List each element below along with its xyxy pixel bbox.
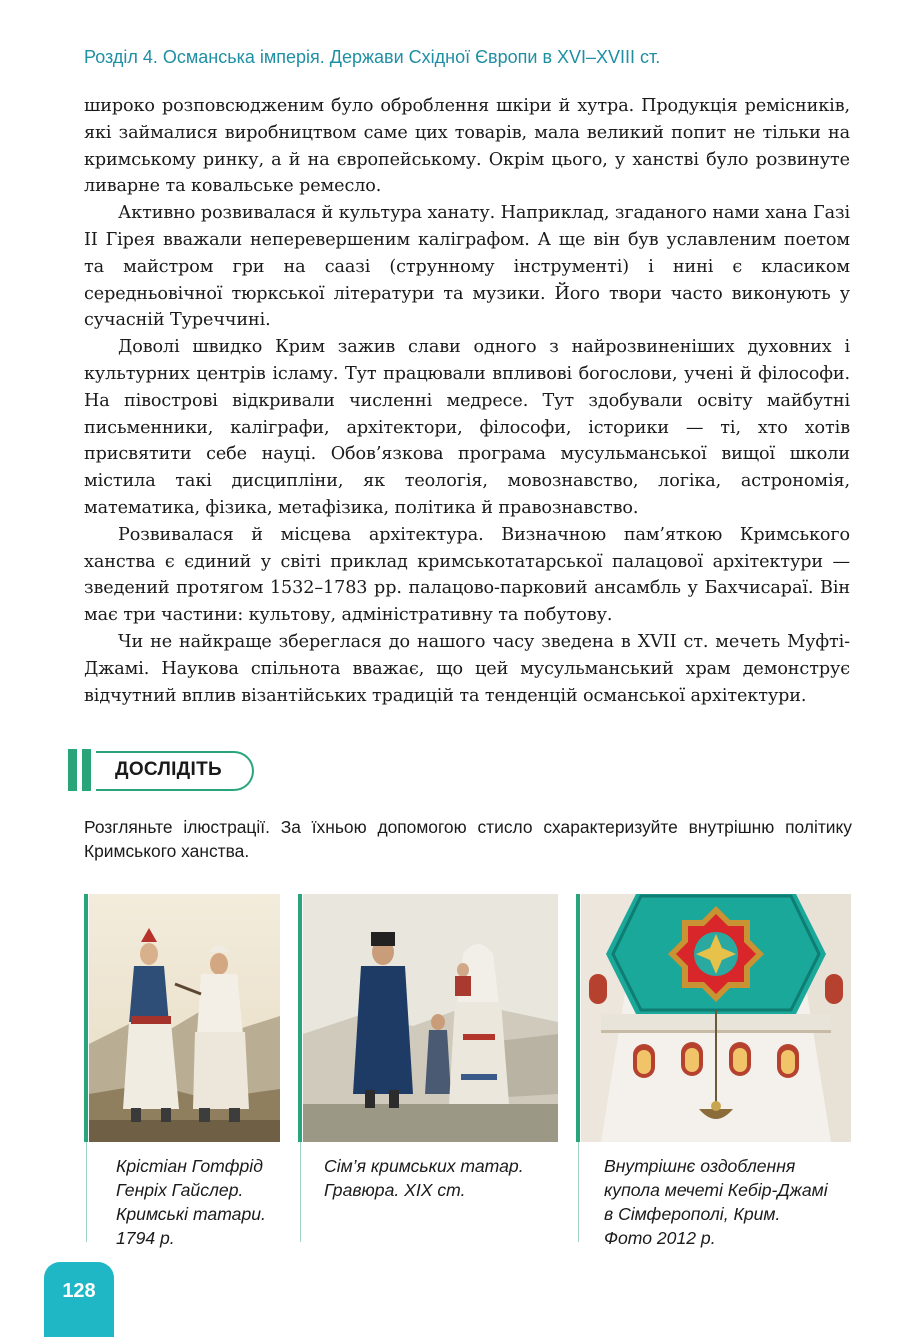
paragraph: Доволі швидко Крим зажив слави одного з найрозвиненіших духовних і культурних центрів ісламу. Тут працювали впливові богослови, учені й філософи. На півострові відкривали численні медресе. Тут здобували освіту майбутні письменники, каліграфи, архітектори, філософи, історики — ті, хто хотів присвятити себе науці. Обов’язкова програма мусульманської вищої школи містила такі дисципліни, як теологія, мовознавство, логіка, астрономія, математика, фізика, метафізика, політика й правознавство. xyxy=(84,337,850,518)
research-heading xyxy=(68,749,258,791)
dome-photo xyxy=(581,894,851,1142)
figure-divider xyxy=(86,1142,87,1242)
heading-bar xyxy=(82,749,91,791)
figure-caption xyxy=(324,1154,524,1202)
figure-accent-bar xyxy=(298,894,302,1142)
painting-image xyxy=(89,894,280,1142)
running-header: Розділ 4. Османська імперія. Держави Східної Європи в XVI–XVIII ст. xyxy=(84,47,661,67)
engraving-image xyxy=(303,894,558,1142)
figure-caption xyxy=(604,1154,828,1250)
caption-line: Гравюра. XIX ст. xyxy=(324,1180,466,1200)
figure-accent-bar xyxy=(84,894,88,1142)
caption-line: купола мечеті Кебір-Джамі xyxy=(604,1180,828,1200)
heading-bar xyxy=(68,749,77,791)
caption-line: Внутрішнє оздоблення xyxy=(604,1156,796,1176)
caption-line: Генріх Гайслер. xyxy=(116,1180,244,1200)
caption-line: Крістіан Готфрід xyxy=(116,1156,263,1176)
caption-line: Фото 2012 р. xyxy=(604,1228,716,1248)
caption-line: 1794 р. xyxy=(116,1228,175,1248)
caption-line: Кримські татари. xyxy=(116,1204,266,1224)
caption-line: в Сімферополі, Крим. xyxy=(604,1204,781,1224)
paragraph: широко розповсюдженим було оброблення шкіри й хутра. Продукція ремісників, які займалися виробництвом саме цих товарів, мала великий попит не тільки на кримському ринку, а й на європейському. Окрім цього, у ханстві було розвинуте ливарне та ковальське ремесло. xyxy=(84,96,850,197)
body-text xyxy=(84,93,850,709)
caption-line: Сім’я кримських татар. xyxy=(324,1156,524,1176)
figure-divider xyxy=(578,1142,579,1242)
page-number: 128 xyxy=(62,1280,96,1302)
paragraph: Активно розвивалася й культура ханату. Наприклад, згаданого нами хана Газі II Гірея вважали неперевершеним каліграфом. А ще він був уславленим поетом та майстром гри на саазі (струнному інструменті) і нині є класиком середньовічної тюркської літератури та музики. Його твори часто виконують у сучасній Туреччині. xyxy=(84,203,850,331)
figure-caption xyxy=(116,1154,266,1250)
research-task: Розгляньте ілюстрації. За їхньою допомогою стисло схарактеризуйте внутрішню політику Кримського ханства. xyxy=(84,817,852,861)
page-number-tab xyxy=(44,1262,114,1337)
research-label: ДОСЛІДІТЬ xyxy=(115,759,222,780)
paragraph: Розвивалася й місцева архітектура. Визначною пам’яткою Кримського ханства є єдиний у світі приклад кримськотатарської палацової архітектури — зведений протягом 1532–1783 рр. палацово-парковий ансамбль у Бахчисараї. Він має три частини: культову, адміністративну та побутову. xyxy=(84,524,850,626)
paragraph: Чи не найкраще збереглася до нашого часу зведена в XVII ст. мечеть Муфті-Джамі. Наукова спільнота вважає, що цей мусульманський храм демонструє відчутний вплив візантійських традицій та тенденцій османської архітектури. xyxy=(84,631,850,706)
figure-divider xyxy=(300,1142,301,1242)
figure-accent-bar xyxy=(576,894,580,1142)
